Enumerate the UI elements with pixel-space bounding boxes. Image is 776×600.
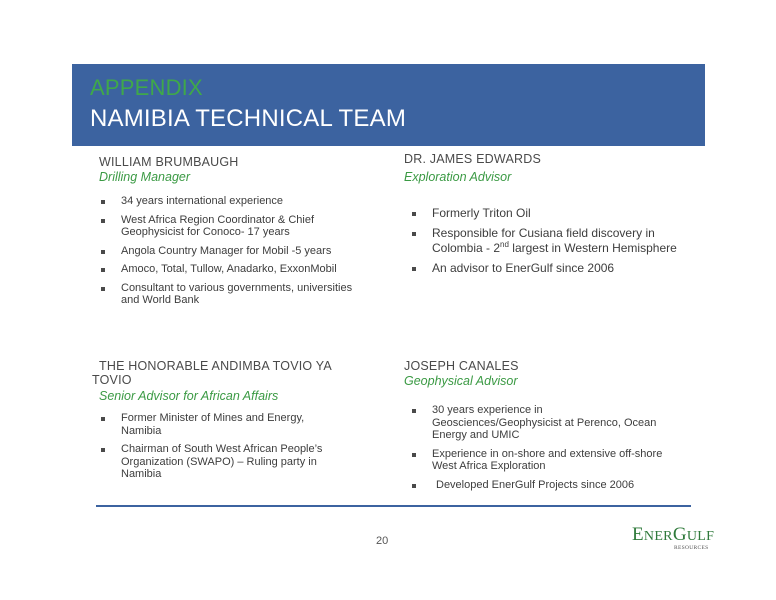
list-item bbox=[408, 226, 680, 256]
bullet-list bbox=[97, 412, 347, 487]
member-name: THE HONORABLE ANDIMBA TOVIO YA bbox=[99, 359, 332, 373]
list-item: An advisor to EnerGulf since 2006 bbox=[408, 261, 680, 276]
member-name: DR. JAMES EDWARDS bbox=[404, 152, 541, 166]
bullet-list bbox=[97, 195, 367, 313]
member-name: JOSEPH CANALES bbox=[404, 359, 519, 373]
list-item: Angola Country Manager for Mobil -5 years bbox=[97, 245, 367, 258]
list-item: West Africa Region Coordinator & Chief Geophysicist for Conoco- 17 years bbox=[97, 214, 367, 239]
footer-divider bbox=[96, 505, 691, 507]
team-card-canales bbox=[404, 359, 694, 389]
team-card-tovio bbox=[92, 359, 382, 404]
member-role: Drilling Manager bbox=[99, 170, 191, 184]
list-item: Former Minister of Mines and Energy, Namibia bbox=[97, 412, 347, 437]
member-role: Geophysical Advisor bbox=[404, 374, 518, 388]
bullet-list bbox=[408, 206, 680, 282]
member-name-continued: TOVIO bbox=[92, 373, 132, 387]
team-card-edwards bbox=[404, 152, 694, 185]
bullet-list bbox=[408, 404, 670, 497]
section-kicker: APPENDIX bbox=[90, 75, 203, 100]
title-banner bbox=[72, 64, 705, 146]
bullet-text: largest in Western Hemisphere bbox=[508, 241, 677, 255]
list-item: 30 years experience in Geosciences/Geophysicist at Perenco, Ocean Energy and UMIC bbox=[408, 404, 670, 442]
list-item: 34 years international experience bbox=[97, 195, 367, 208]
page-number: 20 bbox=[376, 535, 389, 547]
ordinal-suffix: nd bbox=[500, 240, 509, 249]
list-item: Developed EnerGulf Projects since 2006 bbox=[408, 479, 670, 492]
page-title: NAMIBIA TECHNICAL TEAM bbox=[90, 105, 407, 132]
member-role: Exploration Advisor bbox=[404, 170, 512, 184]
team-card-brumbaugh bbox=[99, 155, 379, 185]
energulf-logo bbox=[632, 525, 716, 555]
list-item: Consultant to various governments, universities and World Bank bbox=[97, 282, 367, 307]
list-item: Amoco, Total, Tullow, Anadarko, ExxonMobil bbox=[97, 263, 367, 276]
list-item: Experience in on-shore and extensive off-shore West Africa Exploration bbox=[408, 448, 670, 473]
member-role: Senior Advisor for African Affairs bbox=[99, 389, 279, 403]
bullet-text: Responsible for Cusiana field discovery in Colombia - 2 bbox=[432, 226, 655, 255]
logo-tagline: RESOURCES bbox=[674, 545, 709, 551]
logo-wordmark: ENERGULF bbox=[632, 524, 715, 545]
list-item: Chairman of South West African People’s Organization (SWAPO) – Ruling party in Namibia bbox=[97, 443, 347, 481]
member-name: WILLIAM BRUMBAUGH bbox=[99, 155, 239, 169]
list-item: Formerly Triton Oil bbox=[408, 206, 680, 221]
